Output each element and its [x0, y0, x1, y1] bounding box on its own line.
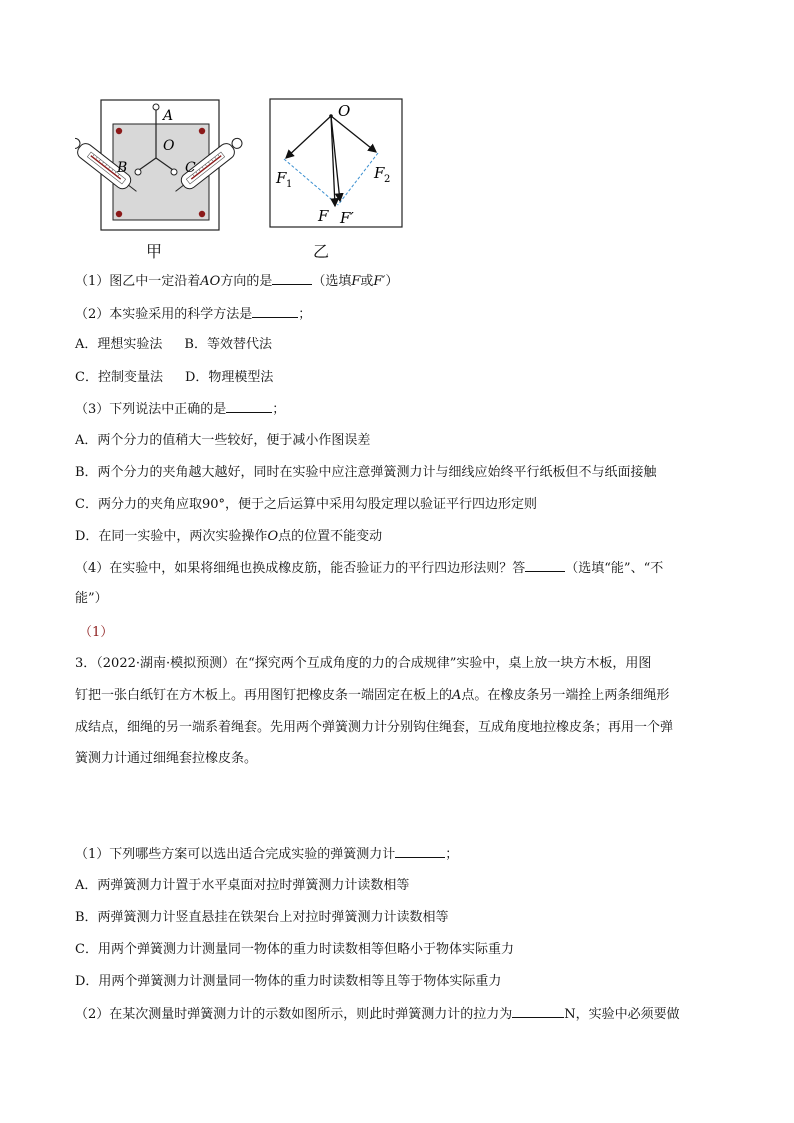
label-f1: F: [276, 169, 287, 187]
label-a: A: [163, 108, 174, 124]
q2-part1: （1）图乙中一定沿着AO方向的是 （选填F或F′）: [75, 274, 399, 289]
q2-part4: （4）在实验中，如果将细绳也换成橡皮筋，能否验证力的平行四边形法则？答 （选填“能”、“不: [75, 561, 664, 576]
label-b: B: [117, 160, 128, 176]
q3-stem-line4: 簧测力计通过细绳套拉橡皮条。: [75, 751, 258, 766]
answer-blank[interactable]: [252, 305, 298, 318]
q2-part4-cont: 能”）: [75, 591, 108, 606]
figure-jia: [75, 98, 250, 238]
q2-option-3c: C．两分力的夹角应取90°，便于之后运算中采用勾股定理以验证平行四边形定则: [75, 497, 537, 512]
label-f-prime: F′: [340, 209, 354, 227]
label-f: F: [318, 207, 329, 225]
q2-option-3a: A．两个分力的值稍大一些较好，便于减小作图误差: [75, 433, 371, 448]
option-d: D．物理模型法: [184, 370, 274, 385]
q2-option-3d: D．在同一实验中，两次实验操作O点的位置不能变动: [75, 529, 383, 544]
q3-option-c: C．用两个弹簧测力计测量同一物体的重力时读数相等但略小于物体实际重力: [75, 942, 514, 957]
label-c: C: [185, 160, 196, 176]
label-f2: F: [374, 164, 385, 182]
caption-jia: 甲: [146, 242, 163, 261]
q3-option-b: B．两弹簧测力计竖直悬挂在铁架台上对拉时弹簧测力计读数相等: [75, 910, 449, 925]
answer-label: （1）: [79, 625, 114, 640]
q3-option-d: D．用两个弹簧测力计测量同一物体的重力时读数相等且等于物体实际重力: [75, 974, 502, 989]
label-f2-sub: 2: [384, 174, 391, 185]
q3-stem-line3: 成结点，细绳的另一端系着绳套。先用两个弹簧测力计分别钩住绳套，互成角度地拉橡皮条；再用一个弹: [75, 720, 674, 735]
q2-part2: （2）本实验采用的科学方法是 ；: [75, 307, 312, 322]
option-b: B．等效替代法: [184, 337, 272, 352]
q3-option-a: A．两弹簧测力计置于水平桌面对拉时弹簧测力计读数相等: [75, 878, 410, 893]
figure-yi: [268, 98, 406, 230]
label-o: O: [338, 102, 351, 120]
q3-part2: （2）在某次测量时弹簧测力计的示数如图所示，则此时弹簧测力计的拉力为 N，实验中必须要做: [75, 1007, 680, 1022]
answer-blank[interactable]: [525, 559, 565, 572]
q3-stem-line1: 3．（2022·湖南·模拟预测）在“探究两个互成角度的力的合成规律”实验中，桌上放一块方木板，用图: [75, 656, 652, 671]
answer-blank[interactable]: [512, 1005, 564, 1018]
q3-stem-line2: 钉把一张白纸钉在方木板上。再用图钉把橡皮条一端固定在板上的A点。在橡皮条另一端拴上两条细绳形: [75, 688, 670, 703]
label-o: O: [163, 138, 175, 154]
caption-yi: 乙: [313, 242, 330, 261]
option-c: C．控制变量法: [75, 370, 163, 385]
q2-option-3b: B．两个分力的夹角越大越好，同时在实验中应注意弹簧测力计与细线应始终平行纸板但不与纸面接触: [75, 465, 657, 480]
q3-part1: （1）下列哪些方案可以选出适合完成实验的弹簧测力计 ；: [75, 847, 459, 862]
label-f1-sub: 1: [286, 179, 293, 190]
q2-options-cd: [75, 369, 754, 387]
q2-part3: （3）下列说法中正确的是 ；: [75, 402, 286, 417]
answer-blank[interactable]: [272, 272, 312, 285]
q2-options-ab: [75, 336, 754, 354]
answer-blank[interactable]: [395, 845, 445, 858]
answer-blank[interactable]: [226, 400, 272, 413]
option-a: A．理想实验法: [75, 337, 163, 352]
